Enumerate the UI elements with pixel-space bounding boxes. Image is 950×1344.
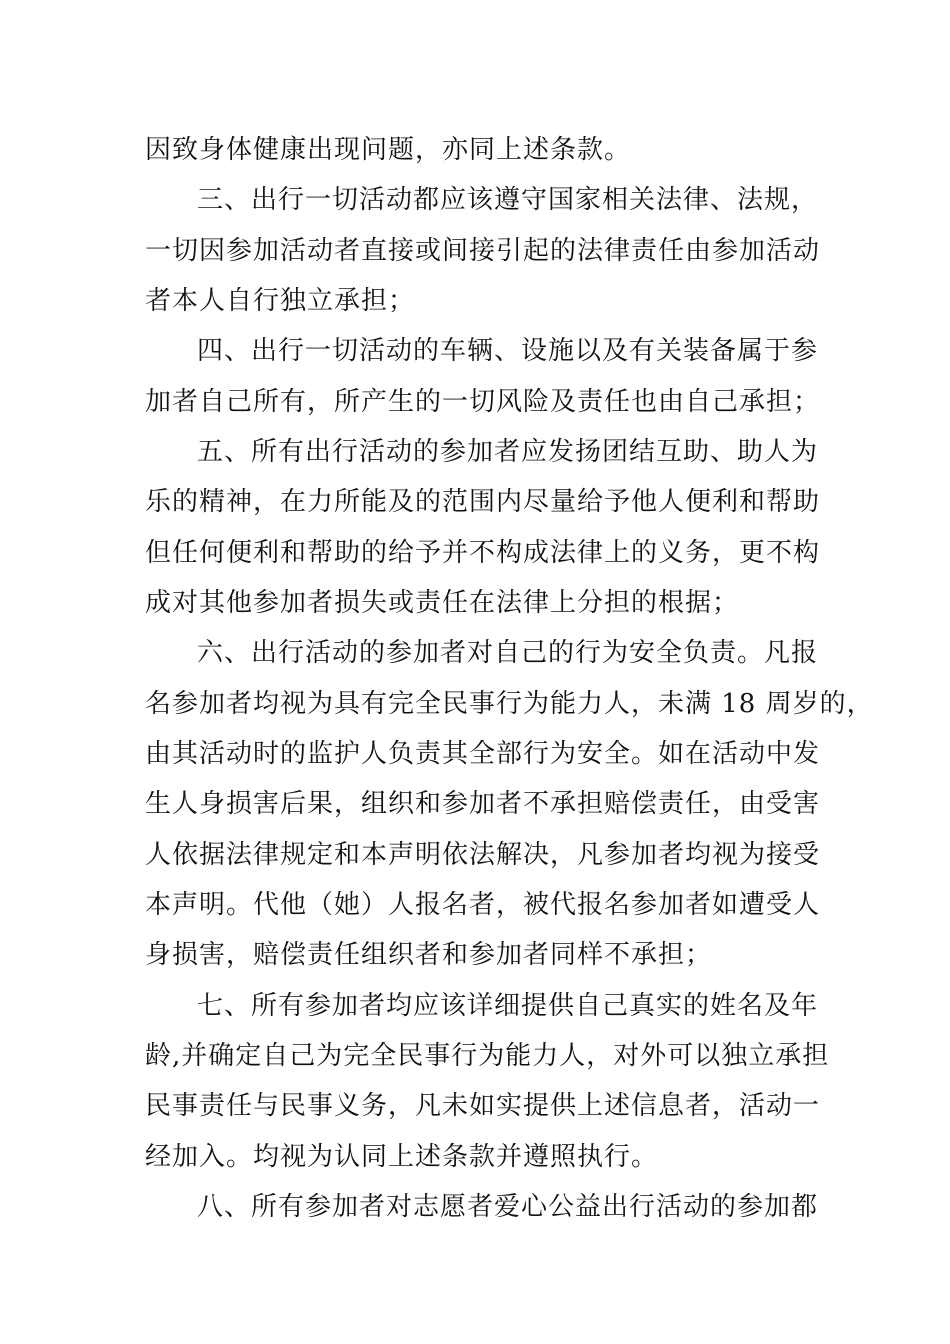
text-line: 五、所有出行活动的参加者应发扬团结互助、助人为: [197, 437, 819, 467]
text-line: 名参加者均视为具有完全民事行为能力人，未满 18 周岁的，: [145, 689, 874, 719]
text-line: 因致身体健康出现问题，亦同上述条款。: [145, 135, 632, 165]
text-line: 八、所有参加者对志愿者爱心公益出行活动的参加都: [197, 1192, 819, 1222]
text-line: 本声明。代他（她）人报名者，被代报名参加者如遭受人: [145, 890, 821, 920]
text-line: 六、出行活动的参加者对自己的行为安全负责。凡报: [197, 638, 819, 668]
text-line: 人依据法律规定和本声明依法解决，凡参加者均视为接受: [145, 840, 821, 870]
text-line: 经加入。均视为认同上述条款并遵照执行。: [145, 1142, 659, 1172]
text-line: 加者自己所有，所产生的一切风险及责任也由自己承担；: [145, 387, 821, 417]
text-line: 龄,并确定自己为完全民事行为能力人，对外可以独立承担: [145, 1041, 830, 1071]
text-line: 身损害，赔偿责任组织者和参加者同样不承担；: [145, 940, 713, 970]
text-line: 但任何便利和帮助的给予并不构成法律上的义务，更不构: [145, 538, 821, 568]
text-line: 民事责任与民事义务，凡未如实提供上述信息者，活动一: [145, 1091, 821, 1121]
text-line: 成对其他参加者损失或责任在法律上分担的根据；: [145, 588, 740, 618]
text-line: 一切因参加活动者直接或间接引起的法律责任由参加活动: [145, 236, 821, 266]
text-line: 四、出行一切活动的车辆、设施以及有关装备属于参: [197, 336, 819, 366]
text-line: 由其活动时的监护人负责其全部行为安全。如在活动中发: [145, 739, 821, 769]
text-line: 乐的精神，在力所能及的范围内尽量给予他人便利和帮助: [145, 487, 821, 517]
text-line: 七、所有参加者均应该详细提供自己真实的姓名及年: [197, 991, 819, 1021]
text-line: 三、出行一切活动都应该遵守国家相关法律、法规，: [197, 185, 819, 215]
text-line: 生人身损害后果，组织和参加者不承担赔偿责任，由受害: [145, 789, 821, 819]
text-line: 者本人自行独立承担；: [145, 286, 416, 316]
